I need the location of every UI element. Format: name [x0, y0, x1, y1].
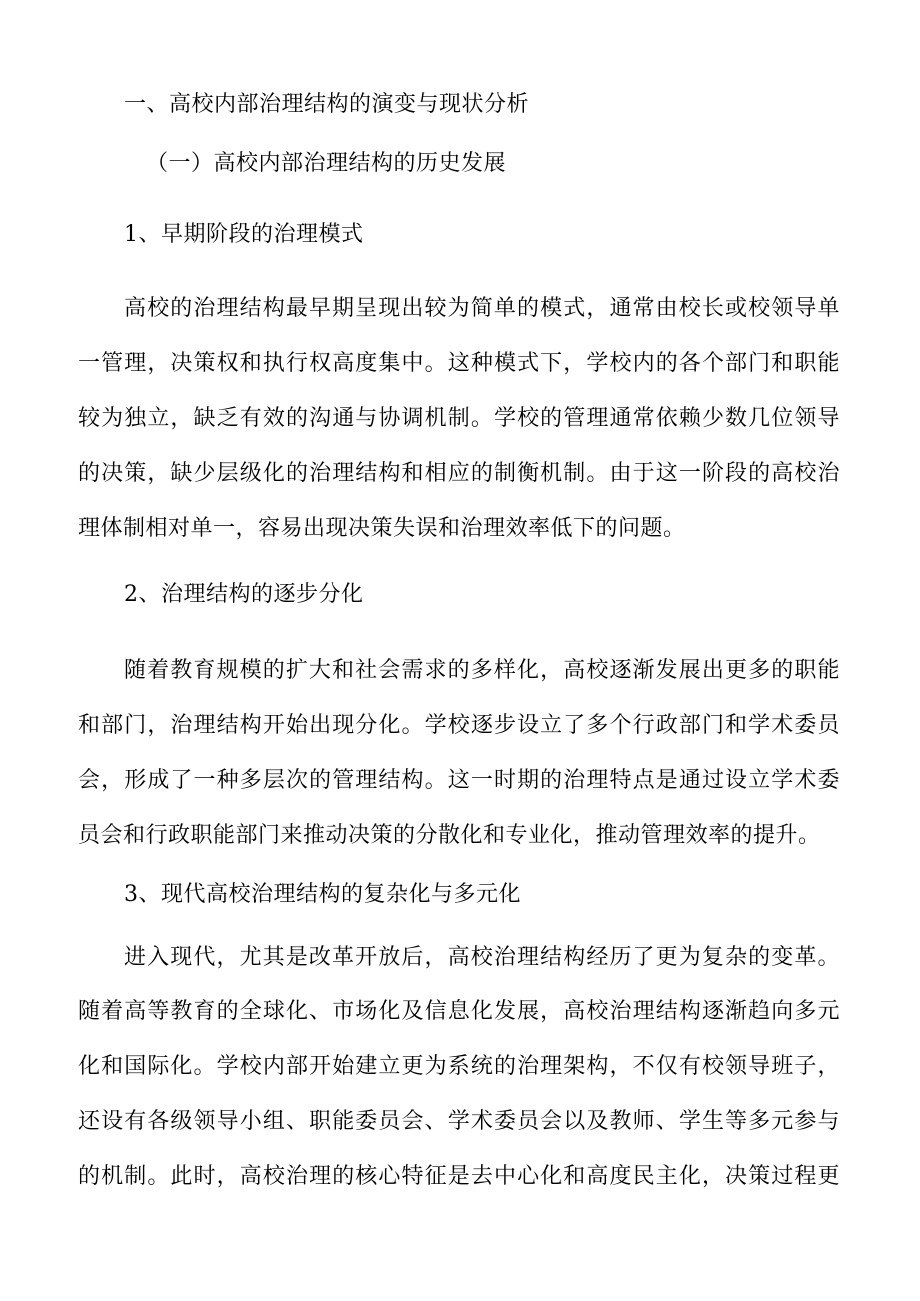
- section-2-line-1: 随着教育规模的扩大和社会需求的多样化，高校逐渐发展出更多的职能: [124, 658, 840, 683]
- section-3-line-2: 随着高等教育的全球化、市场化及信息化发展，高校治理结构逐渐趋向多元: [78, 999, 840, 1024]
- section-3-line-4: 还设有各级领导小组、职能委员会、学术委员会以及教师、学生等多元参与: [78, 1109, 840, 1134]
- section-2-title: 2、治理结构的逐步分化: [124, 582, 364, 607]
- section-1-line-5: 理体制相对单一，容易出现决策失误和治理效率低下的问题。: [78, 516, 686, 541]
- section-1-line-4: 的决策，缺少层级化的治理结构和相应的制衡机制。由于这一阶段的高校治: [78, 461, 840, 486]
- section-3-line-1: 进入现代，尤其是改革开放后，高校治理结构经历了更为复杂的变革。: [124, 945, 840, 970]
- section-3-line-5: 的机制。此时，高校治理的核心特征是去中心化和高度民主化，决策过程更: [78, 1164, 840, 1189]
- section-1-line-3: 较为独立，缺乏有效的沟通与协调机制。学校的管理通常依赖少数几位领导: [78, 406, 840, 431]
- heading-level-2: （一）高校内部治理结构的历史发展: [146, 151, 507, 176]
- section-2-line-4: 员会和行政职能部门来推动决策的分散化和专业化，推动管理效率的提升。: [78, 823, 821, 848]
- section-2-line-3: 会，形成了一种多层次的管理结构。这一时期的治理特点是通过设立学术委: [78, 768, 840, 793]
- section-2-line-2: 和部门，治理结构开始出现分化。学校逐步设立了多个行政部门和学术委员: [78, 713, 840, 738]
- section-1-line-1: 高校的治理结构最早期呈现出较为简单的模式，通常由校长或校领导单: [124, 296, 840, 321]
- section-3-title: 3、现代高校治理结构的复杂化与多元化: [124, 882, 521, 907]
- heading-level-1: 一、高校内部治理结构的演变与现状分析: [124, 92, 530, 117]
- section-1-line-2: 一管理，决策权和执行权高度集中。这种模式下，学校内的各个部门和职能: [78, 351, 840, 376]
- section-1-title: 1、早期阶段的治理模式: [124, 222, 364, 247]
- section-3-line-3: 化和国际化。学校内部开始建立更为系统的治理架构，不仅有校领导班子，: [78, 1054, 840, 1079]
